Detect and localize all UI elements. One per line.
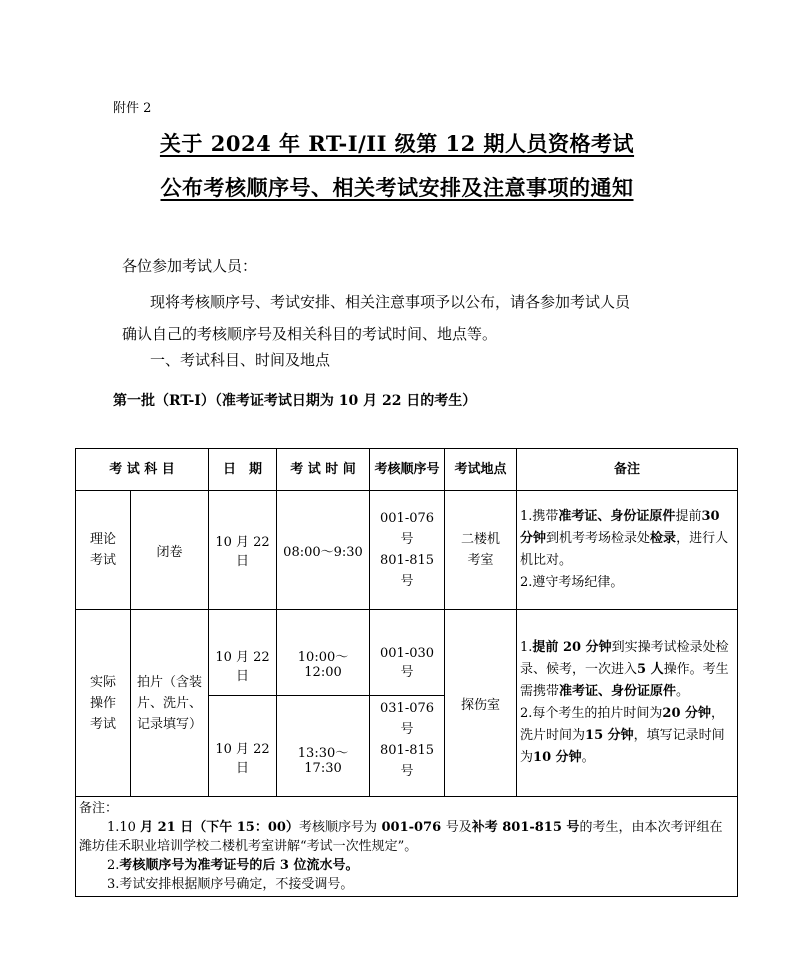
footer-note-1: 1.10 月 21 日（下午 15：00）考核顺序号为 001-076 号及补考 801-815 号的考生，由本次考评组在潍坊佳禾职业培训学校二楼机考室讲解“考试一次性规定”。 bbox=[79, 820, 723, 854]
header-date: 日 期 bbox=[209, 449, 277, 491]
header-location: 考试地点 bbox=[445, 449, 517, 491]
practical-slot1-date: 10 月 22 日 bbox=[209, 610, 277, 696]
theory-location: 二楼机考室 bbox=[445, 491, 517, 610]
attachment-label: 附件 2 bbox=[113, 101, 152, 116]
theory-note-2: 2.遵守考场纪律。 bbox=[520, 575, 624, 590]
practical-slot2-order-b: 801-815 号 bbox=[380, 743, 435, 779]
header-row bbox=[76, 449, 738, 491]
theory-time: 08:00～9:30 bbox=[277, 491, 370, 610]
header-notes: 备注 bbox=[517, 449, 738, 491]
header-time: 考 试 时 间 bbox=[277, 449, 370, 491]
footer-row bbox=[76, 797, 738, 897]
table-row bbox=[76, 491, 738, 610]
header-subject: 考 试 科 目 bbox=[76, 449, 209, 491]
theory-order-a: 001-076 号 bbox=[380, 511, 435, 547]
practical-note-1: 1.提前 20 分钟到实操考试检录处检录、候考，一次进入5 人操作。考生需携带准考证、身份证原件。 bbox=[520, 640, 729, 699]
practical-slot2-order-a: 031-076 号 bbox=[380, 701, 435, 737]
practical-note-2: 2.每个考生的拍片时间为20 分钟，洗片时间为15 分钟，填写记录时间为10 分钟。 bbox=[520, 706, 725, 765]
intro-line-2: 确认自己的考核顺序号及相关科目的考试时间、地点等。 bbox=[122, 325, 498, 343]
footer-notes bbox=[76, 797, 738, 897]
practical-slot1-order: 001-030 号 bbox=[370, 610, 445, 696]
practical-subtype: 拍片（含装片、洗片、记录填写） bbox=[131, 610, 209, 797]
batch-heading: 第一批（RT-I）（准考证考试日期为 10 月 22 日的考生） bbox=[113, 393, 477, 409]
theory-order bbox=[370, 491, 445, 610]
theory-category: 理论考试 bbox=[76, 491, 131, 610]
table-row bbox=[76, 610, 738, 696]
title-line-1: 关于 2024 年 RT-I/II 级第 12 期人员资格考试 bbox=[159, 131, 635, 156]
theory-note-1: 1.携带准考证、身份证原件提前30 分钟到机考考场检录处检录，进行人机比对。 bbox=[520, 509, 729, 568]
footer-note-2: 2.考核顺序号为准考证号的后 3 位流水号。 bbox=[107, 858, 359, 873]
practical-location: 探伤室 bbox=[445, 610, 517, 797]
practical-slot1-time: 10:00～12:00 bbox=[277, 610, 370, 696]
exam-schedule-table bbox=[75, 448, 738, 897]
practical-slot2-order bbox=[370, 696, 445, 797]
practical-category: 实际操作考试 bbox=[76, 610, 131, 797]
practical-slot2-time: 13:30～17:30 bbox=[277, 696, 370, 797]
intro-line-1: 现将考核顺序号、考试安排、相关注意事项予以公布，请各参加考试人员 bbox=[150, 293, 631, 311]
header-order: 考核顺序号 bbox=[370, 449, 445, 491]
theory-subtype: 闭卷 bbox=[131, 491, 209, 610]
footer-note-3: 3.考试安排根据顺序号确定，不接受调号。 bbox=[107, 877, 354, 892]
title-line-2: 公布考核顺序号、相关考试安排及注意事项的通知 bbox=[160, 175, 634, 200]
footer-label: 备注： bbox=[79, 801, 119, 816]
practical-notes bbox=[517, 610, 738, 797]
theory-date: 10 月 22 日 bbox=[209, 491, 277, 610]
theory-notes bbox=[517, 491, 738, 610]
practical-slot2-date: 10 月 22 日 bbox=[209, 696, 277, 797]
section-heading: 一、考试科目、时间及地点 bbox=[150, 351, 331, 369]
greeting: 各位参加考试人员： bbox=[122, 257, 258, 275]
theory-order-b: 801-815 号 bbox=[380, 553, 435, 589]
